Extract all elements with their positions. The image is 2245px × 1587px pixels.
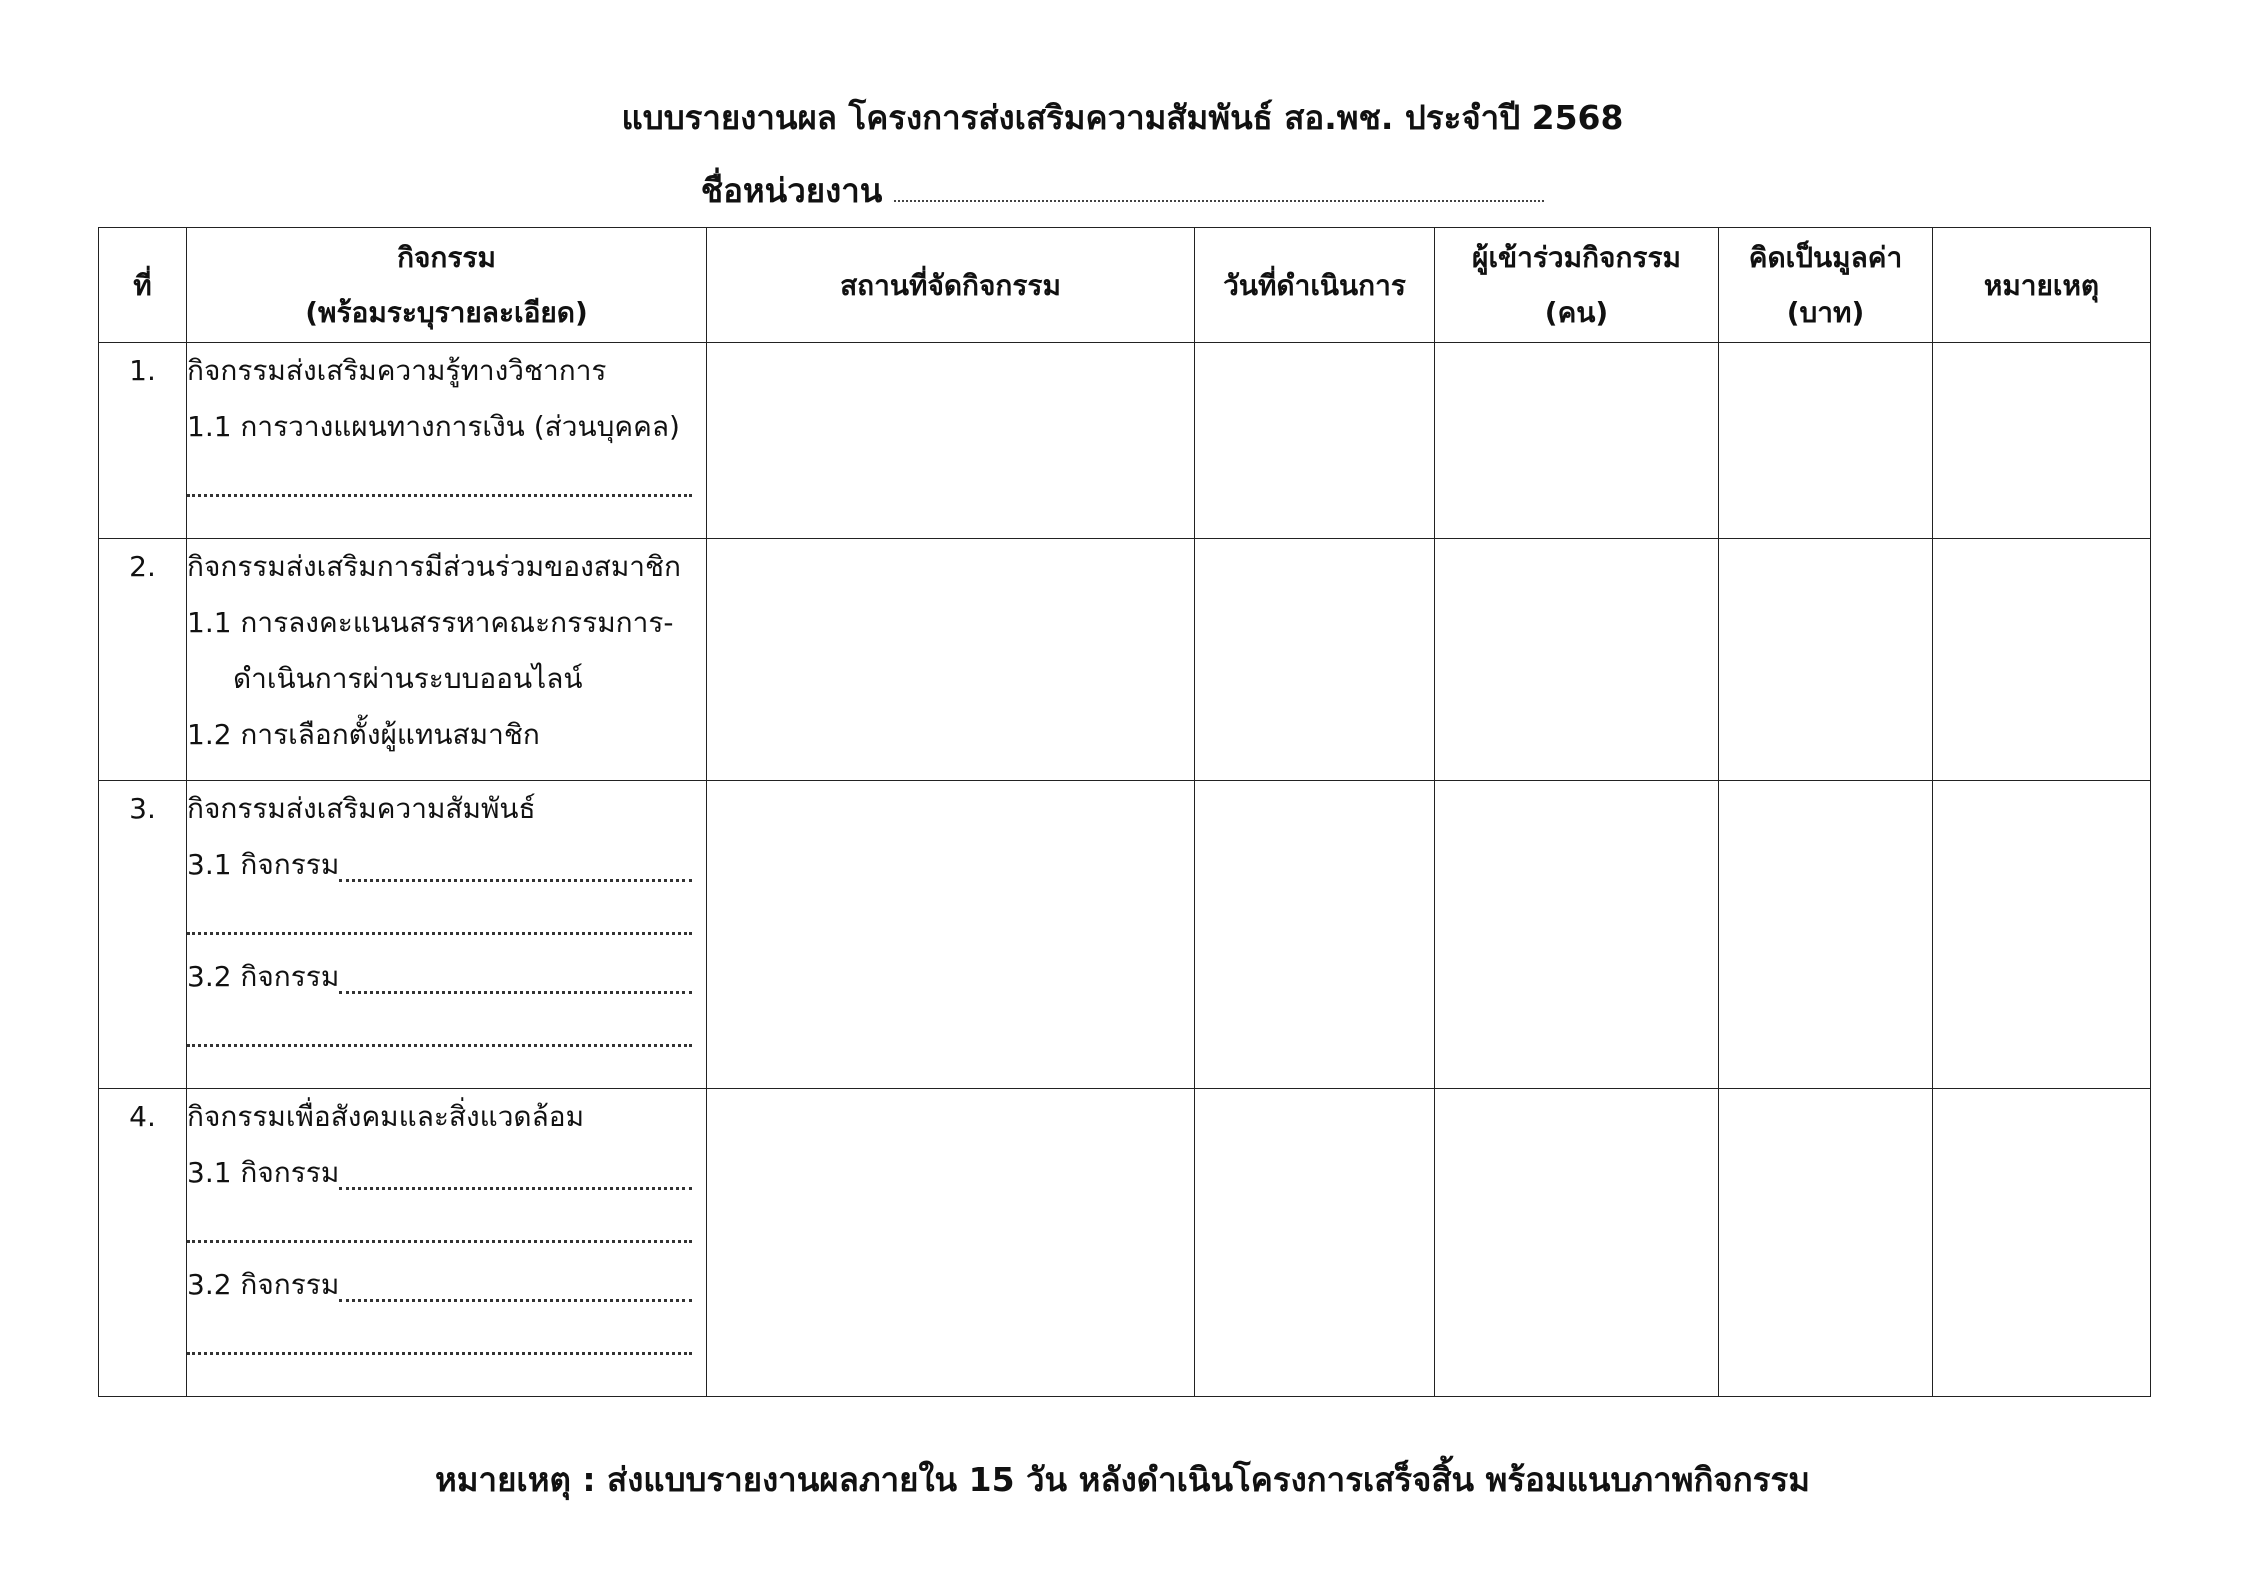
header-participants-line1: ผู้เข้าร่วมกิจกรรม	[1472, 241, 1681, 274]
participants-cell[interactable]	[1435, 539, 1719, 781]
remark-cell[interactable]	[1933, 781, 2151, 1089]
participants-cell[interactable]	[1435, 781, 1719, 1089]
header-value	[1719, 228, 1933, 343]
activity-item-blank[interactable]	[187, 949, 706, 1005]
header-remark: หมายเหตุ	[1933, 228, 2151, 343]
unit-name-blank[interactable]	[894, 186, 1544, 202]
activity-cell	[187, 1089, 707, 1397]
value-cell[interactable]	[1719, 343, 1933, 539]
row-number: 1.	[99, 343, 187, 539]
activity-item: 3.2 กิจกรรม	[187, 960, 340, 993]
unit-name-label: ชื่อหน่วยงาน	[700, 171, 883, 210]
date-cell[interactable]	[1195, 539, 1435, 781]
activity-item-continuation: ดำเนินการผ่านระบบออนไลน์	[233, 662, 583, 695]
activity-item: 3.1 กิจกรรม	[187, 1156, 340, 1189]
header-value-line2: (บาท)	[1786, 296, 1865, 329]
dotted-blank[interactable]	[187, 1005, 706, 1061]
activity-item: 3.1 กิจกรรม	[187, 848, 340, 881]
form-title: แบบรายงานผล โครงการส่งเสริมความสัมพันธ์ สอ.พช. ประจำปี 2568	[621, 98, 1624, 137]
activity-item-blank[interactable]	[187, 1257, 706, 1313]
activity-item: 1.1 การลงคะแนนสรรหาคณะกรรมการ-	[187, 606, 674, 639]
activity-item: 1.1 การวางแผนทางการเงิน (ส่วนบุคคล)	[187, 410, 680, 443]
activity-cell	[187, 539, 707, 781]
remark-cell[interactable]	[1933, 343, 2151, 539]
row-number: 2.	[99, 539, 187, 781]
header-no: ที่	[99, 228, 187, 343]
activity-heading: กิจกรรมเพื่อสังคมและสิ่งแวดล้อม	[187, 1100, 585, 1133]
header-participants	[1435, 228, 1719, 343]
dotted-blank[interactable]	[187, 1201, 706, 1257]
unit-name-line	[0, 165, 2245, 217]
header-participants-line2: (คน)	[1544, 296, 1609, 329]
place-cell[interactable]	[707, 539, 1195, 781]
value-cell[interactable]	[1719, 781, 1933, 1089]
header-date: วันที่ดำเนินการ	[1195, 228, 1435, 343]
activity-cell	[187, 781, 707, 1089]
participants-cell[interactable]	[1435, 343, 1719, 539]
header-value-line1: คิดเป็นมูลค่า	[1748, 241, 1903, 274]
remark-cell[interactable]	[1933, 1089, 2151, 1397]
report-table	[98, 227, 2151, 1397]
table-row	[99, 539, 2151, 781]
header-activity	[187, 228, 707, 343]
dotted-blank[interactable]	[187, 1313, 706, 1369]
value-cell[interactable]	[1719, 539, 1933, 781]
place-cell[interactable]	[707, 1089, 1195, 1397]
row-number: 3.	[99, 781, 187, 1089]
remark-cell[interactable]	[1933, 539, 2151, 781]
activity-item-blank[interactable]	[187, 837, 706, 893]
place-cell[interactable]	[707, 343, 1195, 539]
activity-item: 1.2 การเลือกตั้งผู้แทนสมาชิก	[187, 718, 540, 751]
header-activity-line2: (พร้อมระบุรายละเอียด)	[305, 296, 588, 329]
activity-heading: กิจกรรมส่งเสริมความรู้ทางวิชาการ	[187, 354, 607, 387]
header-activity-line1: กิจกรรม	[397, 241, 496, 274]
header-place: สถานที่จัดกิจกรรม	[707, 228, 1195, 343]
participants-cell[interactable]	[1435, 1089, 1719, 1397]
dotted-blank[interactable]	[187, 893, 706, 949]
row-number: 4.	[99, 1089, 187, 1397]
footer-note: หมายเหตุ : ส่งแบบรายงานผลภายใน 15 วัน หลังดำเนินโครงการเสร็จสิ้น พร้อมแนบภาพกิจกรรม	[435, 1460, 1810, 1499]
table-row	[99, 1089, 2151, 1397]
date-cell[interactable]	[1195, 781, 1435, 1089]
date-cell[interactable]	[1195, 1089, 1435, 1397]
dotted-blank[interactable]	[187, 455, 706, 511]
activity-heading: กิจกรรมส่งเสริมความสัมพันธ์	[187, 792, 536, 825]
activity-cell	[187, 343, 707, 539]
activity-heading: กิจกรรมส่งเสริมการมีส่วนร่วมของสมาชิก	[187, 550, 681, 583]
table-row	[99, 781, 2151, 1089]
header-row	[99, 228, 2151, 343]
place-cell[interactable]	[707, 781, 1195, 1089]
activity-item-blank[interactable]	[187, 1145, 706, 1201]
value-cell[interactable]	[1719, 1089, 1933, 1397]
date-cell[interactable]	[1195, 343, 1435, 539]
activity-item: 3.2 กิจกรรม	[187, 1268, 340, 1301]
table-row	[99, 343, 2151, 539]
